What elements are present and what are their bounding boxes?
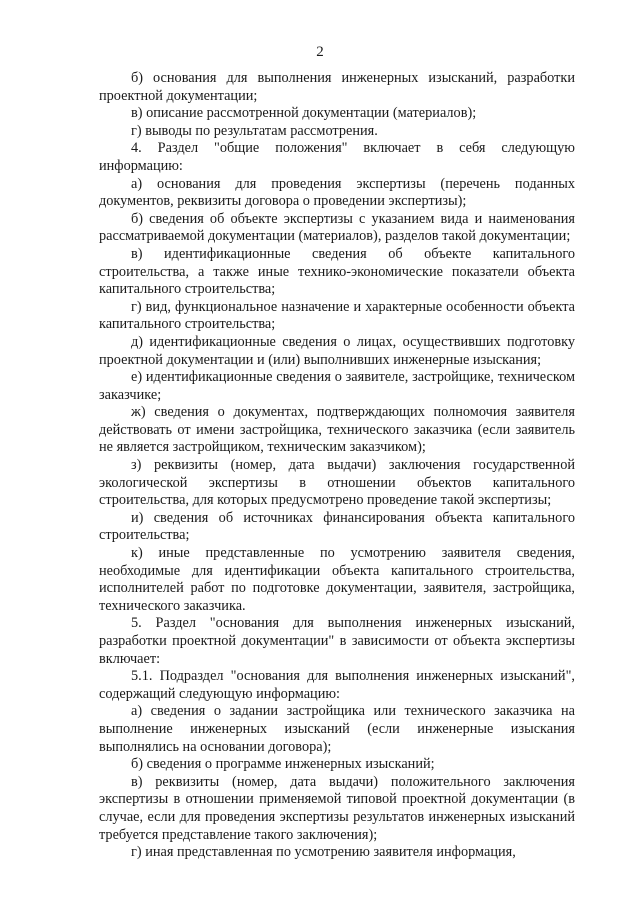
paragraph: к) иные представленные по усмотрению заявителя сведения, необходимые для идентификации объекта капитального строительства, исполнителей работ по подготовке документации, заявителя, застройщика, технического заказчика. bbox=[99, 545, 575, 614]
paragraph: в) идентификационные сведения об объекте капитального строительства, а также иные технико-экономические показатели объекта капитального строительства; bbox=[99, 245, 575, 298]
paragraph: а) основания для проведения экспертизы (перечень поданных документов, реквизиты договора о проведении экспертизы); bbox=[99, 175, 575, 210]
paragraph: в) реквизиты (номер, дата выдачи) положительного заключения экспертизы в отношении применяемой типовой проектной документации (в случае, если для проведения экспертизы результатов инженерных изысканий требуется представление такого заключения); bbox=[99, 773, 575, 843]
paragraph: г) вид, функциональное назначение и характерные особенности объекта капитального строительства; bbox=[99, 298, 575, 333]
paragraph: ж) сведения о документах, подтверждающих полномочия заявителя действовать от имени застройщика, технического заказчика (если заявитель не является застройщиком, техническим заказчиком); bbox=[99, 404, 575, 456]
paragraph: з) реквизиты (номер, дата выдачи) заключения государственной экологической экспертизы в отношении объектов капитального строительства, для которых предусмотрено проведение такой экспертизы; bbox=[99, 457, 575, 509]
paragraph: г) иная представленная по усмотрению заявителя информация, bbox=[131, 844, 516, 861]
paragraph: а) сведения о задании застройщика или технического заказчика на выполнение инженерных изысканий (если инженерные изыскания выполнялись на основании договора); bbox=[99, 703, 575, 755]
paragraph: б) сведения об объекте экспертизы с указанием вида и наименования рассматриваемой документации (материалов), разделов такой документации; bbox=[99, 210, 575, 245]
paragraph: и) сведения об источниках финансирования объекта капитального строительства; bbox=[99, 509, 575, 544]
paragraph: б) основания для выполнения инженерных изысканий, разработки проектной документации; bbox=[99, 70, 575, 104]
paragraph: г) выводы по результатам рассмотрения. bbox=[131, 122, 378, 139]
paragraph: 5.1. Подраздел "основания для выполнения инженерных изысканий", содержащий следующую информацию: bbox=[99, 668, 575, 702]
page-number: 2 bbox=[316, 44, 324, 60]
paragraph: 4. Раздел "общие положения" включает в себя следующую информацию: bbox=[99, 140, 575, 174]
paragraph: д) идентификационные сведения о лицах, осуществивших подготовку проектной документации и (или) выполнивших инженерные изыскания; bbox=[99, 333, 575, 368]
paragraph: б) сведения о программе инженерных изысканий; bbox=[131, 756, 435, 773]
paragraph: е) идентификационные сведения о заявителе, застройщике, техническом заказчике; bbox=[99, 369, 575, 403]
document-body bbox=[99, 70, 575, 862]
paragraph: в) описание рассмотренной документации (материалов); bbox=[131, 105, 477, 122]
paragraph: 5. Раздел "основания для выполнения инженерных изысканий, разработки проектной документации" в зависимости от объекта экспертизы включает: bbox=[99, 615, 575, 667]
